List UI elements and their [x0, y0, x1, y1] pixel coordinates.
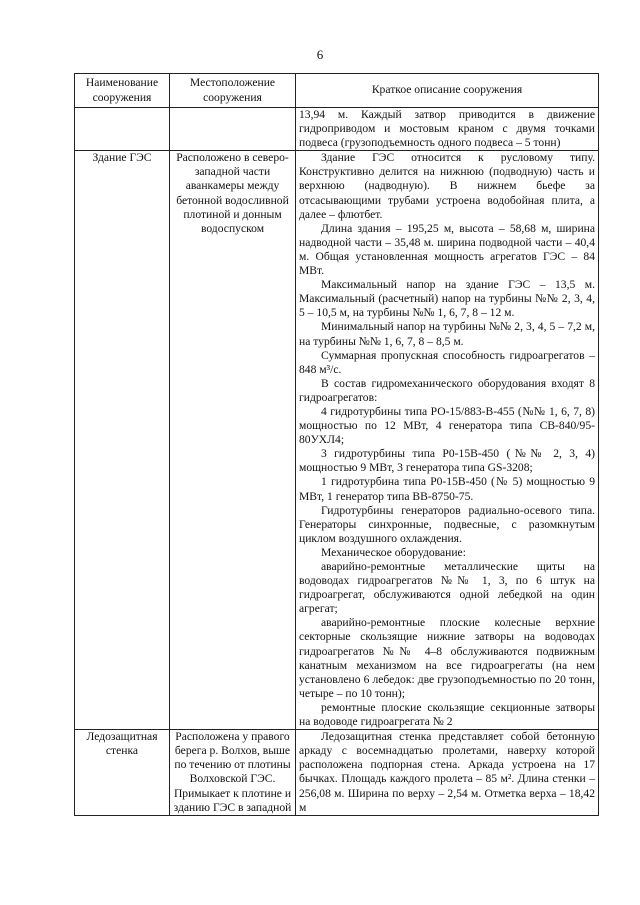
description-paragraph: аварийно-ремонтные металлические щиты на водоводах гидроагрегатов №№ 1, 3, по 6 штук на гидроагрегат, обслуживаются одной лебедкой на один агрегат;: [299, 560, 595, 616]
header-description: Краткое описание сооружения: [296, 74, 599, 108]
description-paragraph: Минимальный напор на турбины №№ 2, 3, 4, 5 – 7,2 м, на турбины №№ 1, 6, 7, 8 – 8,5 м.: [299, 320, 595, 348]
description-paragraph: Суммарная пропускная способность гидроагрегатов – 848 м³/с.: [299, 348, 595, 376]
row-location: Расположена у правого берега р. Волхов, выше по течению от плотины Волховской ГЭС. Примыкает к плотине и зданию ГЭС в западной: [170, 730, 296, 816]
description-paragraph: Максимальный напор на здание ГЭС – 13,5 м. Максимальный (расчетный) напор на турбины №№ 2, 3, 4, 5 – 10,5 м, на турбины №№ 1, 6, 7, 8 – 12 м.: [299, 278, 595, 320]
row-description: [296, 151, 599, 730]
row-name: Ледозащитная стенка: [75, 730, 170, 816]
row-description: [296, 730, 599, 816]
row-location: [170, 108, 296, 151]
header-name: Наименование сооружения: [75, 74, 170, 108]
table-row: [75, 730, 599, 816]
description-paragraph: 3 гидротурбины типа Р0-15В-450 (№№ 2, 3, 4) мощностью 9 МВт, 3 генератора типа GS-3208;: [299, 447, 595, 475]
row-name: Здание ГЭС: [75, 151, 170, 730]
description-paragraph: 1 гидротурбина типа Р0-15В-450 (№ 5) мощностью 9 МВт, 1 генератор типа ВВ-8750-75.: [299, 475, 595, 503]
description-paragraph: Здание ГЭС относится к русловому типу. Конструктивно делится на нижнюю (подводную) часть и верхнюю (надводную). В нижнем бьефе за отсасывающими трубами устроена водобойная плита, а далее – флютбет.: [299, 151, 595, 221]
table-row: [75, 108, 599, 151]
description-paragraph: Гидротурбины генераторов радиально-осевого типа. Генераторы синхронные, подвесные, с разомкнутым циклом воздушного охлаждения.: [299, 503, 595, 545]
description-paragraph: аварийно-ремонтные плоские колесные верхние секторные скользящие нижние затворы на водоводах гидроагрегатов №№ 4–8 обслуживаются подвижным канатным механизмом на все гидроагрегаты (на нем установлено 6 лебедок: две грузоподъемностью по 20 тонн, четыре – по 10 тонн);: [299, 616, 595, 700]
description-paragraph: 4 гидротурбины типа РО-15/883-В-455 (№№ 1, 6, 7, 8) мощностью по 12 МВт, 4 генератора типа СВ-840/95- 80УХЛ4;: [299, 404, 595, 447]
row-name: [75, 108, 170, 151]
description-paragraph: Длина здания – 195,25 м, высота – 58,68 м, ширина надводной части – 35,48 м. ширина подводной части – 40,4 м. Общая установленная мощность агрегатов ГЭС – 84 МВт.: [299, 221, 595, 278]
row-location: Расположено в северо-западной части аванкамеры между бетонной водосливной плотиной и донным водоспуском: [170, 151, 296, 730]
structures-table: [74, 73, 599, 816]
row-description: [296, 108, 599, 151]
description-paragraph: 13,94 м. Каждый затвор приводится в движение гидроприводом и мостовым краном с двумя точками подвеса (грузоподъемность одного подвеса – 5 тонн): [299, 108, 595, 150]
table-row: [75, 151, 599, 730]
page-number: 6: [316, 47, 324, 62]
table-header-row: [75, 74, 599, 108]
header-location: Местоположение сооружения: [170, 74, 296, 108]
description-paragraph: Механическое оборудование:: [321, 545, 466, 559]
description-paragraph: ремонтные плоские скользящие секционные затворы на водоводе гидроагрегата № 2: [299, 700, 595, 729]
description-paragraph: Ледозащитная стенка представляет собой бетонную аркаду с восемнадцатью пролетами, наверху которой расположена подпорная стена. Аркада устроена на 17 бычках. Площадь каждого пролета – 85 м². Длина стенки – 256,08 м. Ширина по верху – 2,54 м. Отметка верха – 18,42 м: [299, 730, 595, 814]
description-paragraph: В состав гидромеханического оборудования входят 8 гидроагрегатов:: [299, 376, 595, 404]
